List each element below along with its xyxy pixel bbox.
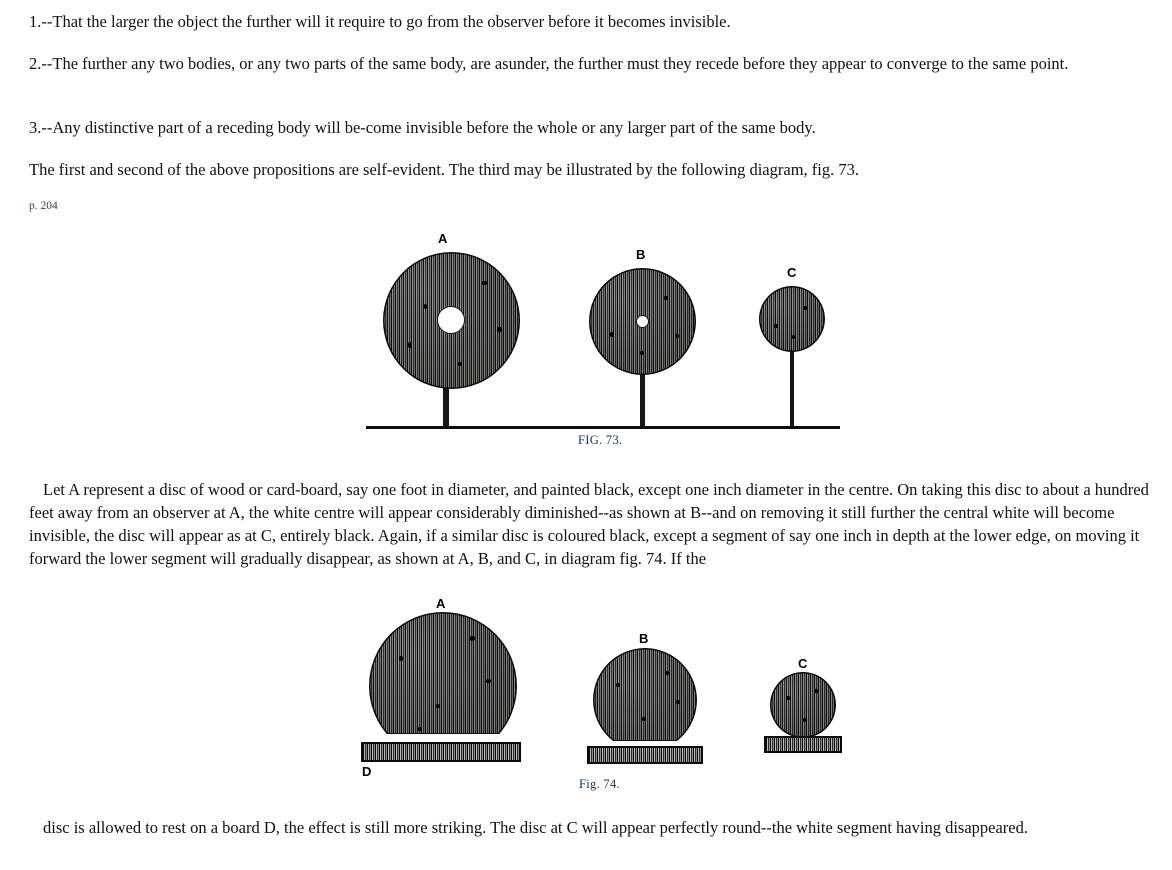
- figure-74-label-c: C: [798, 656, 808, 671]
- closing-paragraph-text: disc is allowed to rest on a board D, the effect is still more striking. The disc at C will appear perfectly round--the white segment having disappeared.: [43, 818, 1028, 837]
- disc-speck: [418, 727, 422, 731]
- figure-74-board-b: [587, 746, 703, 764]
- figure-73-stand-a: [443, 388, 449, 428]
- disc-speck: [675, 334, 679, 338]
- figure-74-disc-a: [369, 612, 517, 760]
- figure-74-label-a: A: [436, 596, 446, 611]
- figure-73-hole-a: [438, 307, 464, 333]
- disc-speck: [408, 342, 412, 348]
- figure-73-stand-c: [790, 346, 794, 428]
- intro-paragraph: [29, 158, 1153, 181]
- disc-speck: [486, 679, 491, 683]
- figure-74-board-d: [361, 742, 521, 762]
- middle-paragraph: [29, 478, 1153, 570]
- figure-73-label-a: A: [438, 231, 448, 246]
- proposition-1: [29, 10, 1153, 33]
- closing-paragraph: [29, 816, 1153, 839]
- figure-74-board-c: [764, 736, 842, 753]
- figure-73-disc-c: [759, 286, 825, 352]
- figure-74-label-b: B: [639, 631, 649, 646]
- figure-73-hole-b: [637, 316, 648, 327]
- page-marker: [29, 196, 1153, 214]
- proposition-3-text: 3.--Any distinctive part of a receding body will be-come invisible before the whole or any larger part of the same body.: [29, 118, 816, 137]
- disc-speck: [399, 656, 403, 661]
- figure-74-caption: Fig. 74.: [579, 777, 620, 791]
- disc-speck: [774, 324, 778, 328]
- figure-74-disc-c: [770, 672, 836, 738]
- disc-speck: [482, 281, 487, 285]
- figure-73-stand-b: [640, 373, 645, 428]
- figure-74: [355, 596, 860, 801]
- disc-speck: [814, 689, 818, 693]
- disc-speck: [803, 306, 807, 310]
- disc-speck: [803, 718, 806, 722]
- page-marker-text: p. 204: [29, 200, 58, 212]
- proposition-2: [29, 52, 1153, 75]
- disc-speck: [497, 327, 502, 332]
- figure-73-label-b: B: [636, 247, 646, 262]
- middle-paragraph-text: Let A represent a disc of wood or card-board, say one foot in diameter, and painted black, except one inch diameter in the centre. On taking this disc to about a hundred feet away from an observer at A, the white centre will appear considerably diminished--as shown at B--and on removing it still further the central white will become invisible, the disc will appear as at C, entirely black. Again, if a similar disc is coloured black, except a segment of say one inch in depth at the lower edge, on moving it forward the lower segment will gradually disappear, as shown at A, B, and C, in diagram fig. 74. If the: [29, 480, 1149, 568]
- figure-73-label-c: C: [787, 265, 797, 280]
- intro-paragraph-text: The first and second of the above propositions are self-evident. The third may be illustrated by the following diagram, fig. 73.: [29, 160, 859, 179]
- proposition-3: [29, 116, 1153, 139]
- disc-speck: [616, 683, 620, 687]
- disc-speck: [664, 296, 668, 300]
- figure-73: [360, 228, 860, 450]
- figure-73-ground-line: [366, 426, 840, 429]
- disc-speck: [610, 332, 614, 337]
- disc-speck: [470, 636, 475, 641]
- disc-speck: [424, 304, 427, 309]
- figure-73-caption: FIG. 73.: [578, 433, 623, 447]
- proposition-2-text: 2.--The further any two bodies, or any two parts of the same body, are asunder, the further must they recede before they appear to converge to the same point.: [29, 54, 1069, 73]
- disc-speck: [436, 704, 440, 708]
- disc-speck: [676, 700, 680, 704]
- disc-speck: [458, 362, 462, 366]
- disc-speck: [665, 671, 669, 675]
- figure-74-disc-b: [593, 648, 697, 752]
- disc-speck: [792, 335, 795, 339]
- disc-speck: [786, 696, 790, 700]
- disc-speck: [640, 351, 644, 355]
- proposition-1-text: 1.--That the larger the object the further will it require to go from the observer before it becomes invisible.: [29, 12, 731, 31]
- disc-speck: [642, 717, 646, 721]
- figure-74-board-label-d: D: [362, 764, 372, 779]
